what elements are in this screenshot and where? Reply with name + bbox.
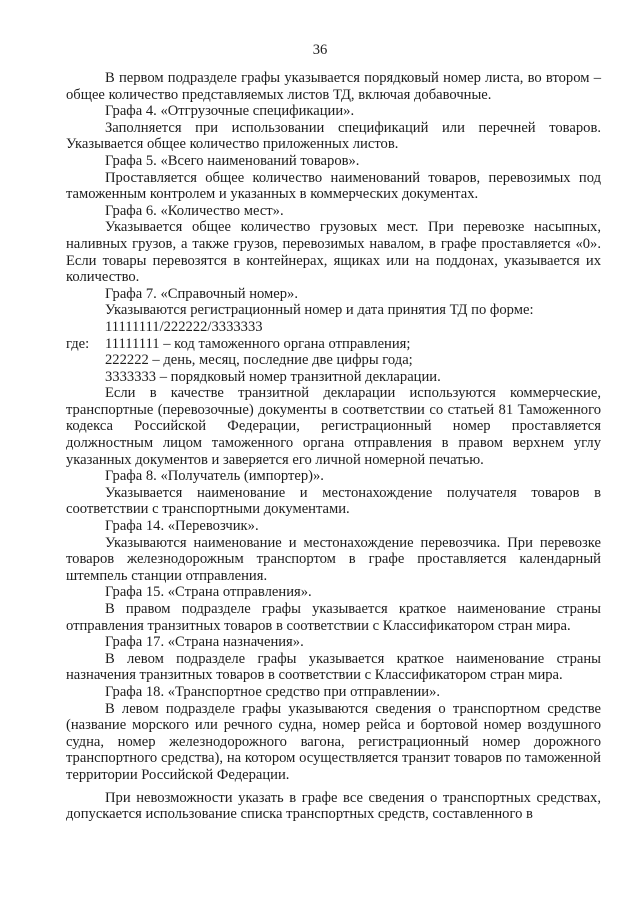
paragraph: В первом подразделе графы указывается порядковый номер листа, во втором – общее количество представляемых листов ТД, включая добавочные.	[66, 70, 601, 103]
paragraph: Указываются наименование и местонахождение перевозчика. При перевозке товаров железнодорожным транспортом в графе проставляется календарный штемпель станции отправления.	[66, 534, 601, 584]
section-heading: Графа 4. «Отгрузочные спецификации».	[105, 103, 355, 120]
paragraph: Заполняется при использовании спецификаций или перечней товаров. Указывается общее количество приложенных листов.	[66, 119, 601, 153]
paragraph: В левом подразделе графы указываются сведения о транспортном средстве (название морского или речного судна, номер рейса и бортовой номер воздушного судна, номер железнодорожного вагона, регистрационный номер дорожного транспортного средства), на котором осуществляется транзит товаров по таможенной территории Российской Федерации.	[66, 700, 601, 783]
paragraph: Если в качестве транзитной декларации используются коммерческие, транспортные (перевозочные) документы в соответствии со статьей 81 Таможенного кодекса Российской Федерации, регистрационный номер проставляется должностным лицом таможенного органа отправления в правом верхнем углу указанных документов и заверяется его личной номерной печатью.	[66, 385, 601, 468]
paragraph: В левом подразделе графы указывается краткое наименование страны назначения транзитных товаров в соответствии с Классификатором стран мира.	[66, 650, 601, 684]
section-heading: Графа 7. «Справочный номер».	[105, 285, 298, 302]
paragraph: 222222 – день, месяц, последние две цифры года;	[105, 352, 413, 369]
section-heading: Графа 8. «Получатель (импортер)».	[105, 468, 324, 485]
section-heading: Графа 5. «Всего наименований товаров».	[105, 152, 360, 169]
paragraph: 3333333 – порядковый номер транзитной декларации.	[105, 368, 441, 385]
legend-label: где:	[66, 335, 90, 352]
legend-text: 11111111 – код таможенного органа отправления;	[105, 335, 411, 352]
paragraph: В правом подразделе графы указывается краткое наименование страны отправления транзитных товаров в соответствии с Классификатором стран мира.	[66, 601, 601, 634]
paragraph: Указывается наименование и местонахождение получателя товаров в соответствии с транспортными документами.	[66, 484, 601, 518]
section-heading: Графа 18. «Транспортное средство при отправлении».	[105, 683, 441, 700]
paragraph: Указывается общее количество грузовых мест. При перевозке насыпных, наливных грузов, а также грузов, перевозимых навалом, в графе проставляется «0». Если товары перевозятся в контейнерах, ящиках или на поддонах, указывается их количество.	[66, 219, 601, 286]
section-heading: Графа 14. «Перевозчик».	[105, 518, 259, 535]
paragraph: Проставляется общее количество наименований товаров, перевозимых под таможенным контролем и указанных в коммерческих документах.	[66, 169, 601, 203]
paragraph: Указываются регистрационный номер и дата принятия ТД по форме:	[105, 302, 534, 319]
page-number: 36	[312, 42, 328, 58]
paragraph: 11111111/222222/3333333	[105, 318, 263, 335]
section-heading: Графа 15. «Страна отправления».	[105, 584, 312, 601]
legend-row	[66, 336, 601, 353]
paragraph: При невозможности указать в графе все сведения о транспортных средствах, допускается использование списка транспортных средств, составленного в	[66, 789, 601, 823]
document-body	[66, 70, 601, 823]
section-heading: Графа 17. «Страна назначения».	[105, 634, 304, 651]
section-heading: Графа 6. «Количество мест».	[105, 202, 284, 219]
